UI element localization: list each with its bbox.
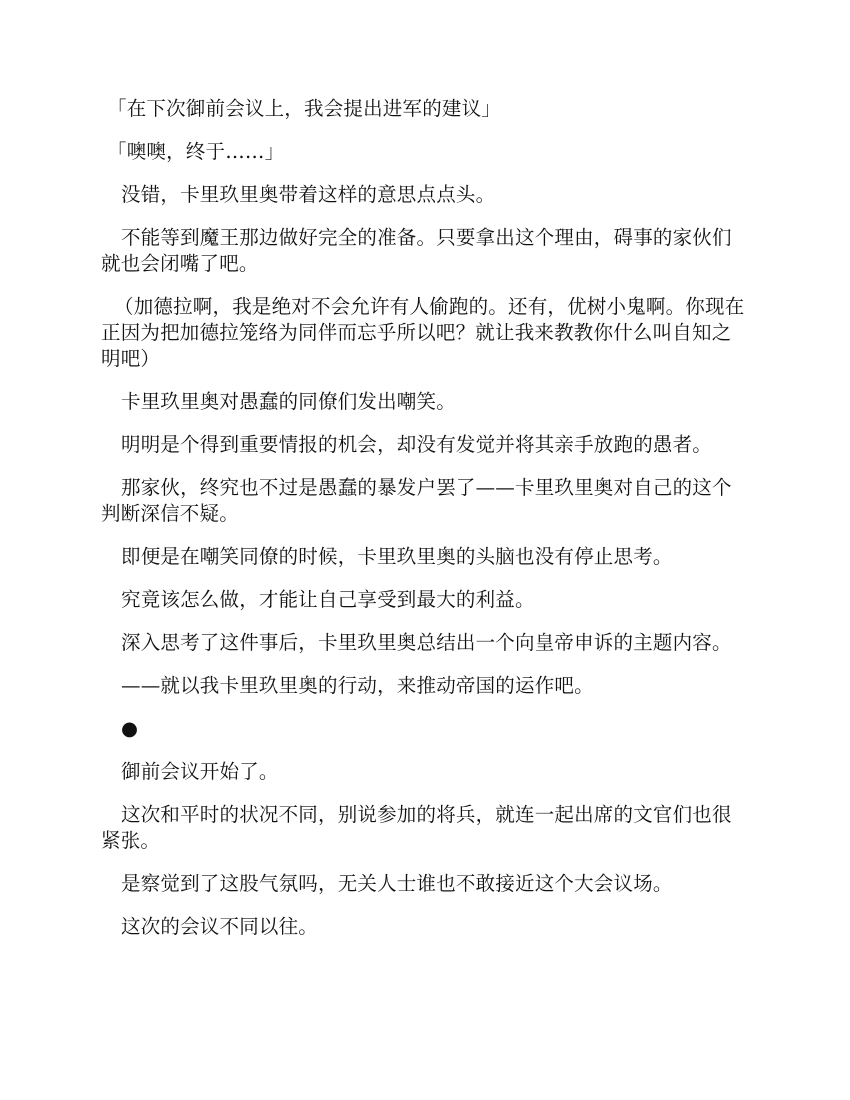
- paragraph: 「在下次御前会议上，我会提出进军的建议」: [107, 97, 502, 120]
- paragraph: 即便是在嘲笑同僚的时候，卡里玖里奥的头脑也没有停止思考。: [121, 545, 673, 568]
- document-page: [101, 96, 751, 957]
- paragraph: 卡里玖里奥对愚蠢的同僚们发出嘲笑。: [121, 390, 456, 413]
- paragraph: （加德拉啊，我是绝对不会允许有人偷跑的。还有，优树小鬼啊。你现在正因为把加德拉笼络为同伴而忘乎所以吧？就让我来教教你什么叫自知之明吧）: [101, 295, 745, 370]
- paragraph: 那家伙，终究也不过是愚蠢的暴发户罢了——卡里玖里奥对自己的这个判断深信不疑。: [101, 476, 732, 525]
- paragraph: 「噢噢，终于……」: [107, 140, 285, 163]
- paragraph: 明明是个得到重要情报的机会，却没有发觉并将其亲手放跑的愚者。: [121, 433, 713, 456]
- paragraph: 不能等到魔王那边做好完全的准备。只要拿出这个理由，碍事的家伙们就也会闭嘴了吧。: [101, 226, 732, 275]
- paragraph: 这次和平时的状况不同，别说参加的将兵，就连一起出席的文官们也很紧张。: [101, 803, 732, 852]
- paragraph: 这次的会议不同以往。: [121, 915, 319, 938]
- paragraph: 御前会议开始了。: [121, 760, 279, 783]
- paragraph: 深入思考了这件事后，卡里玖里奥总结出一个向皇帝申诉的主题内容。: [121, 631, 732, 654]
- paragraph: 没错，卡里玖里奥带着这样的意思点点头。: [121, 183, 496, 206]
- paragraph: 究竟该怎么做，才能让自己享受到最大的利益。: [121, 588, 535, 611]
- section-break-bullet: ●: [121, 717, 139, 740]
- paragraph: ——就以我卡里玖里奥的行动，来推动帝国的运作吧。: [121, 674, 594, 697]
- paragraph: 是察觉到了这股气氛吗，无关人士谁也不敢接近这个大会议场。: [121, 872, 673, 895]
